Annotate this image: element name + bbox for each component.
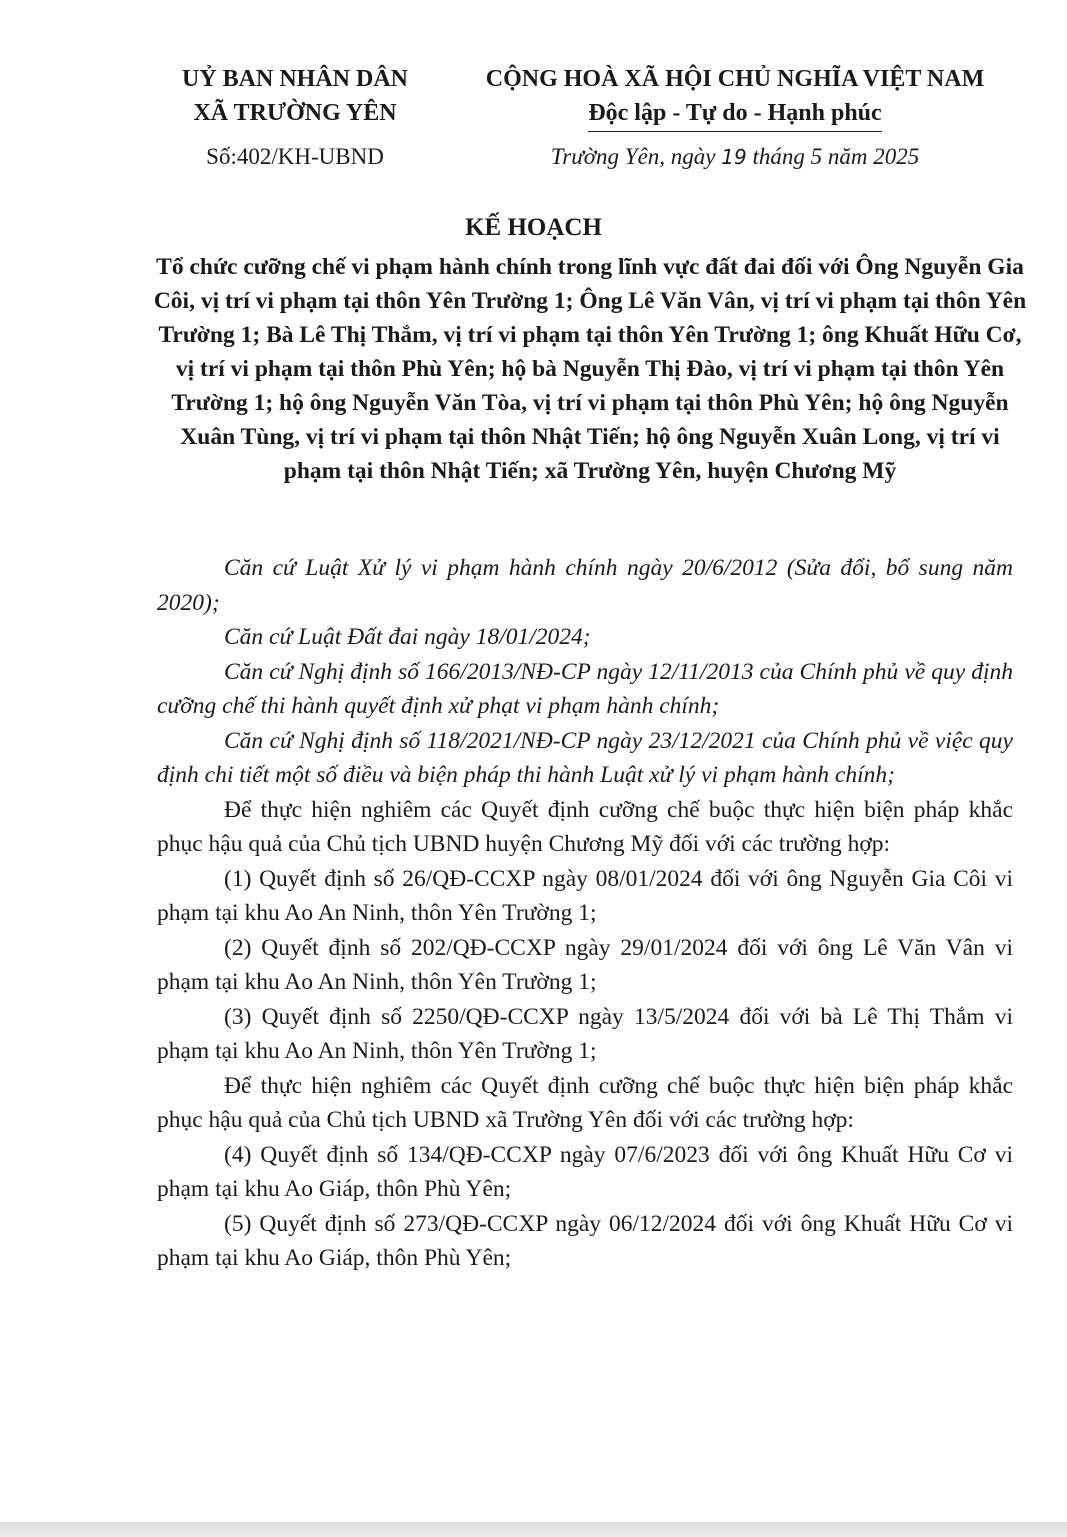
date-prefix: Trường Yên, ngày xyxy=(550,144,716,169)
issuing-authority xyxy=(150,62,440,130)
nation-name: CỘNG HOÀ XÃ HỘI CHỦ NGHĨA VIỆT NAM xyxy=(485,66,985,92)
document-body xyxy=(157,551,1013,1276)
intro-paragraph-district: Để thực hiện nghiêm các Quyết định cưỡng chế buộc thực hiện biện pháp khắc phục hậu quả của Chủ tịch UBND huyện Chương Mỹ đối với các trường hợp: xyxy=(157,796,1013,857)
authority-line-2: XÃ TRƯỜNG YÊN xyxy=(193,100,397,126)
date-day-handwritten: 19 xyxy=(721,145,747,169)
legal-basis: Căn cứ Luật Đất đai ngày 18/01/2024; xyxy=(224,624,591,650)
document-date xyxy=(470,144,1000,170)
national-heading xyxy=(470,62,1000,132)
decision-item: (4) Quyết định số 134/QĐ-CCXP ngày 07/6/2023 đối với ông Khuất Hữu Cơ vi phạm tại khu Ao Giáp, thôn Phù Yên; xyxy=(157,1141,1013,1202)
legal-basis: Căn cứ Nghị định số 166/2013/NĐ-CP ngày 12/11/2013 của Chính phủ về quy định cưỡng chế thi hành quyết định xử phạt vi phạm hành chính; xyxy=(157,658,1013,719)
legal-basis: Căn cứ Nghị định số 118/2021/NĐ-CP ngày 23/12/2021 của Chính phủ về việc quy định chi tiết một số điều và biện pháp thi hành Luật xử lý vi phạm hành chính; xyxy=(157,727,1013,788)
document-title: Tổ chức cưỡng chế vi phạm hành chính trong lĩnh vực đất đai đối với Ông Nguyễn Gia Côi, vị trí vi phạm tại thôn Yên Trường 1; Ông Lê Văn Vân, vị trí vi phạm tại thôn Yên Trường 1; Bà Lê Thị Thắm, vị trí vi phạm tại thôn Yên Trường 1; ông Khuất Hữu Cơ, vị trí vi phạm tại thôn Phù Yên; hộ bà Nguyễn Thị Đào, vị trí vi phạm tại thôn Yên Trường 1; hộ ông Nguyễn Văn Tòa, vị trí vi phạm tại thôn Phù Yên; hộ ông Nguyễn Xuân Tùng, vị trí vi phạm tại thôn Nhật Tiến; hộ ông Nguyễn Xuân Long, vị trí vi phạm tại thôn Nhật Tiến; xã Trường Yên, huyện Chương Mỹ xyxy=(153,254,1027,484)
number-value: 402 xyxy=(236,144,272,169)
decision-item: (1) Quyết định số 26/QĐ-CCXP ngày 08/01/2024 đối với ông Nguyễn Gia Côi vi phạm tại khu Ao An Ninh, thôn Yên Trường 1; xyxy=(157,865,1013,926)
number-prefix: Số: xyxy=(206,144,237,169)
decision-item: (2) Quyết định số 202/QĐ-CCXP ngày 29/01/2024 đối với ông Lê Văn Vân vi phạm tại khu Ao An Ninh, thôn Yên Trường 1; xyxy=(157,934,1013,995)
document-type: KẾ HOẠCH xyxy=(465,214,602,241)
legal-basis: Căn cứ Luật Xử lý vi phạm hành chính ngày 20/6/2012 (Sửa đổi, bổ sung năm 2020); xyxy=(157,555,1013,616)
national-motto: Độc lập - Tự do - Hạnh phúc xyxy=(588,96,881,132)
decision-item: (3) Quyết định số 2250/QĐ-CCXP ngày 13/5/2024 đối với bà Lê Thị Thắm vi phạm tại khu Ao An Ninh, thôn Yên Trường 1; xyxy=(157,1003,1013,1064)
date-suffix: tháng 5 năm 2025 xyxy=(752,144,920,169)
document-number xyxy=(150,144,440,170)
authority-line-1: UỶ BAN NHÂN DÂN xyxy=(182,66,408,92)
intro-paragraph-commune: Để thực hiện nghiêm các Quyết định cưỡng chế buộc thực hiện biện pháp khắc phục hậu quả của Chủ tịch UBND xã Trường Yên đối với các trường hợp: xyxy=(157,1072,1013,1133)
page-edge xyxy=(0,1522,1067,1537)
decision-item: (5) Quyết định số 273/QĐ-CCXP ngày 06/12/2024 đối với ông Khuất Hữu Cơ vi phạm tại khu Ao Giáp, thôn Phù Yên; xyxy=(157,1210,1013,1271)
number-suffix: /KH-UBND xyxy=(271,144,384,169)
